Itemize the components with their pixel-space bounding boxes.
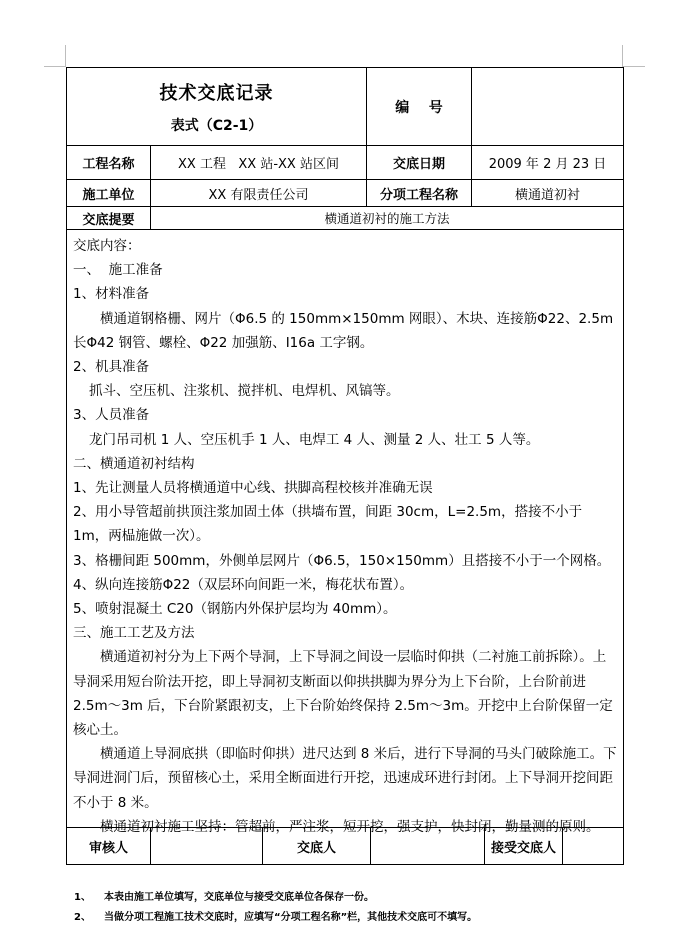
crop-marker-top-left-v <box>65 45 66 67</box>
header-row <box>67 68 623 146</box>
summary-row <box>67 207 623 230</box>
subitem-value[interactable]: 横通道初衬 <box>514 187 580 203</box>
crop-marker-top-right-v <box>622 45 623 67</box>
document-title: 技术交底记录 <box>159 82 274 104</box>
subsection-heading: 1、材料准备 <box>73 286 150 303</box>
reviewer-label: 审核人 <box>67 828 151 864</box>
section-heading: 二、横通道初衬结构 <box>73 455 195 472</box>
content-paragraph: 横通道钢格栅、网片（Φ6.5 的 150mm×150mm 网眼）、木块、连接筋Φ22、2.5m 长Φ42 钢管、螺栓、Φ22 加强筋、I16a 工字钢。 <box>73 310 614 351</box>
content-paragraph: 龙门吊司机 1 人、空压机手 1 人、电焊工 4 人、测量 2 人、壮工 5 人等。 <box>89 431 540 448</box>
content-heading: 交底内容： <box>73 238 141 254</box>
list-item: 1、先让测量人员将横通道中心线、拱脚高程校核并准确无误 <box>73 480 433 497</box>
list-item: 4、纵向连接筋Φ22（双层环向间距一米，梅花状布置）。 <box>73 576 414 593</box>
crop-marker-top-left-h <box>44 66 66 67</box>
footnote <box>74 888 477 908</box>
disclosure-record-table <box>66 67 624 865</box>
discloser-signature[interactable] <box>371 828 485 864</box>
footnote <box>74 908 477 928</box>
crop-marker-top-right-h <box>623 66 645 67</box>
footnote-text: 当做分项工程施工技术交底时，应填写“分项工程名称”栏，其他技术交底可不填写。 <box>104 912 478 923</box>
content-paragraph: 横通道初衬施工坚持：管超前，严注浆，短开挖，强支护，快封闭，勤量测的原则。 <box>100 818 600 835</box>
unit-label: 施工单位 <box>67 180 151 206</box>
project-name-value[interactable]: XX 工程 XX 站-XX 站区间 <box>151 146 367 179</box>
subsection-heading: 3、人员准备 <box>73 407 150 424</box>
reviewer-signature[interactable] <box>151 828 263 864</box>
summary-value[interactable]: 横通道初衬的施工方法 <box>324 211 450 226</box>
unit-value[interactable]: XX 有限责任公司 <box>151 180 367 206</box>
footnote-number: 1、 <box>74 892 91 903</box>
discloser-label: 交底人 <box>263 828 371 864</box>
footnote-text: 本表由施工单位填写，交底单位与接受交底单位各保存一份。 <box>104 892 374 903</box>
project-row <box>67 146 623 180</box>
content-paragraph: 抓斗、空压机、注浆机、搅拌机、电焊机、风镐等。 <box>89 383 400 400</box>
date-label: 交底日期 <box>367 146 472 179</box>
form-code: 表式（C2-1） <box>170 117 263 134</box>
title-cell <box>67 68 367 145</box>
content-paragraph: 横通道上导洞底拱（即临时仰拱）进尺达到 8 米后，进行下导洞的马头门破除施工。下导洞进洞门后，预留核心土，采用全断面进行开挖，迅速成环进行封闭。上下导洞开挖间距不小于 8 米。 <box>73 746 617 811</box>
summary-label: 交底提要 <box>67 207 151 229</box>
section-heading: 三、施工工艺及方法 <box>73 625 195 642</box>
list-item: 3、格栅间距 500mm，外侧单层网片（Φ6.5，150×150mm）且搭接不小于一个网格。 <box>73 552 611 569</box>
receiver-signature[interactable] <box>563 828 623 864</box>
unit-row <box>67 180 623 207</box>
footnotes <box>74 888 477 928</box>
footnote-number: 2、 <box>74 912 91 923</box>
content-paragraph: 横通道初衬分为上下两个导洞，上下导洞之间设一层临时仰拱（二衬施工前拆除）。上导洞采用短台阶法开挖，即上导洞初支断面以仰拱拱脚为界分为上下台阶，上台阶前进 2.5m～3m 后，下台阶紧跟初支，上下台阶始终保持 2.5m～3m。开挖中上台阶保留一定核心土。 <box>73 649 613 739</box>
receiver-label: 接受交底人 <box>485 828 563 864</box>
subsection-heading: 2、机具准备 <box>73 359 150 376</box>
disclosure-content <box>67 230 623 835</box>
list-item: 2、用小导管超前拱顶注浆加固土体（拱墙布置，间距 30cm，L=2.5m，搭接不小于 1m，两榀施做一次）。 <box>73 504 583 545</box>
signature-row <box>67 828 623 864</box>
section-heading: 一、 施工准备 <box>73 262 163 279</box>
date-value[interactable]: 2009 年 2 月 23 日 <box>488 157 607 172</box>
number-value[interactable] <box>472 68 623 145</box>
number-label: 编 号 <box>367 68 472 145</box>
list-item: 5、喷射混凝土 C20（钢筋内外保护层均为 40mm）。 <box>73 601 397 618</box>
project-name-label: 工程名称 <box>67 146 151 179</box>
subitem-label: 分项工程名称 <box>367 180 472 206</box>
